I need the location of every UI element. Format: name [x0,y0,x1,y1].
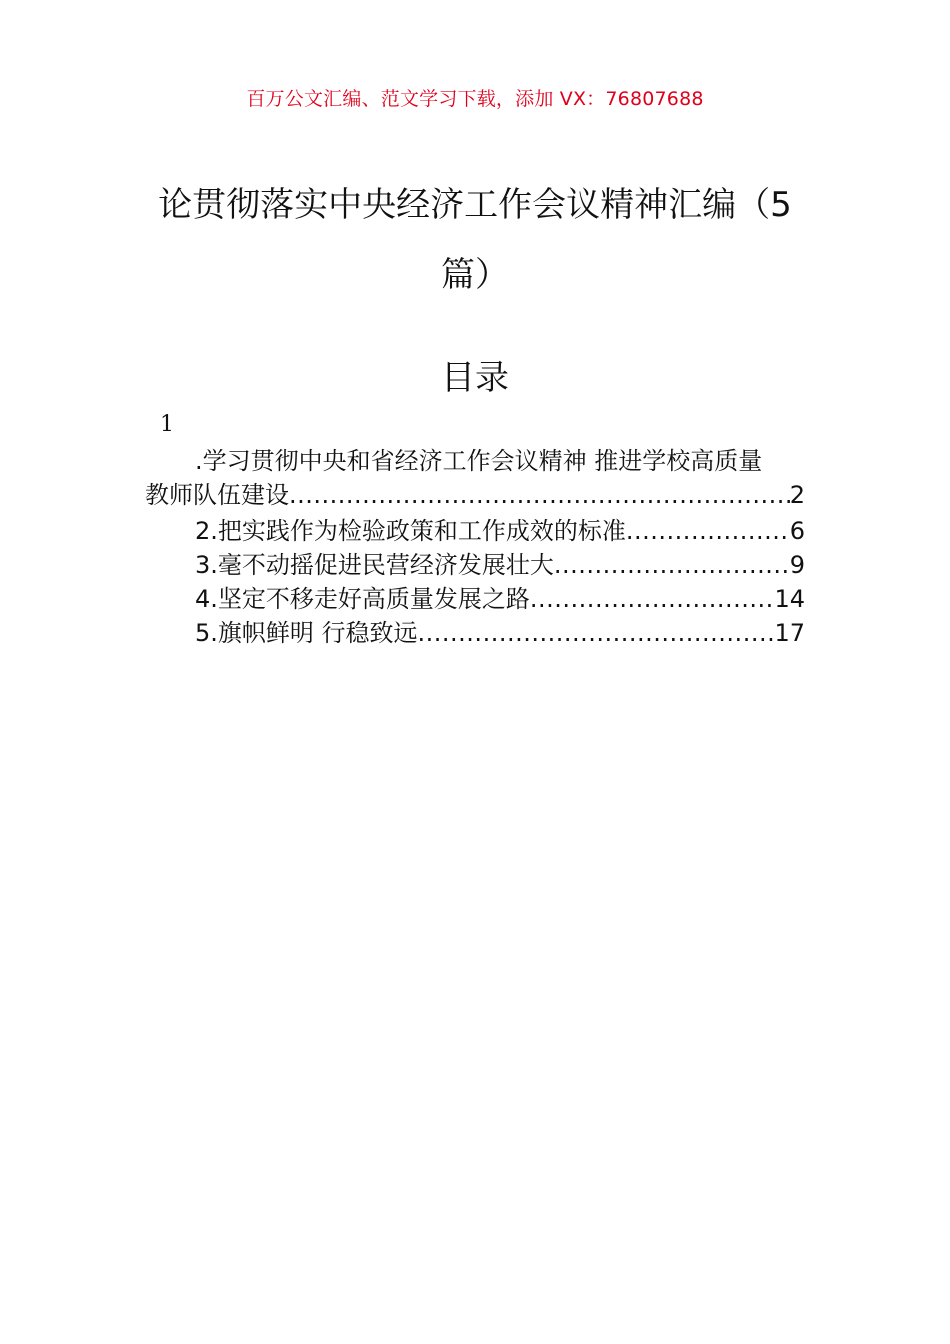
toc-item-page: 14 [774,585,805,613]
toc-item-1-page: 2 [789,481,805,509]
toc-leader-dots [418,616,775,650]
toc-item-4[interactable] [195,582,805,616]
header-note: 百万公文汇编、范文学习下载，添加 VX：76807688 [246,88,704,110]
toc-item-1-title-line2: 教师队伍建设 [145,481,289,509]
toc-item-2[interactable] [195,514,805,548]
toc-item-5[interactable] [195,616,805,650]
toc-leader-dots [626,514,790,548]
toc-item-1[interactable] [145,478,805,512]
toc-item-title: 3.毫不动摇促进民营经济发展壮大 [195,551,554,579]
toc-item-page: 17 [774,619,805,647]
toc-heading: 目录 [441,358,509,398]
toc-item-1-title-line1[interactable]: .学习贯彻中央和省经济工作会议精神 推进学校高质量 [195,447,763,475]
toc-item-1-number: 1 [160,412,174,437]
toc-item-3[interactable] [195,548,805,582]
toc-item-page: 9 [789,551,805,579]
toc-leader-dots [289,478,790,512]
toc-item-title: 4.坚定不移走好高质量发展之路 [195,585,530,613]
toc-leader-dots [554,548,790,582]
document-title: 论贯彻落实中央经济工作会议精神汇编（5篇） [158,185,792,295]
toc-leader-dots [530,582,775,616]
toc-item-title: 5.旗帜鲜明 行稳致远 [195,619,418,647]
toc-item-title: 2.把实践作为检验政策和工作成效的标准 [195,517,626,545]
toc-item-page: 6 [789,517,805,545]
